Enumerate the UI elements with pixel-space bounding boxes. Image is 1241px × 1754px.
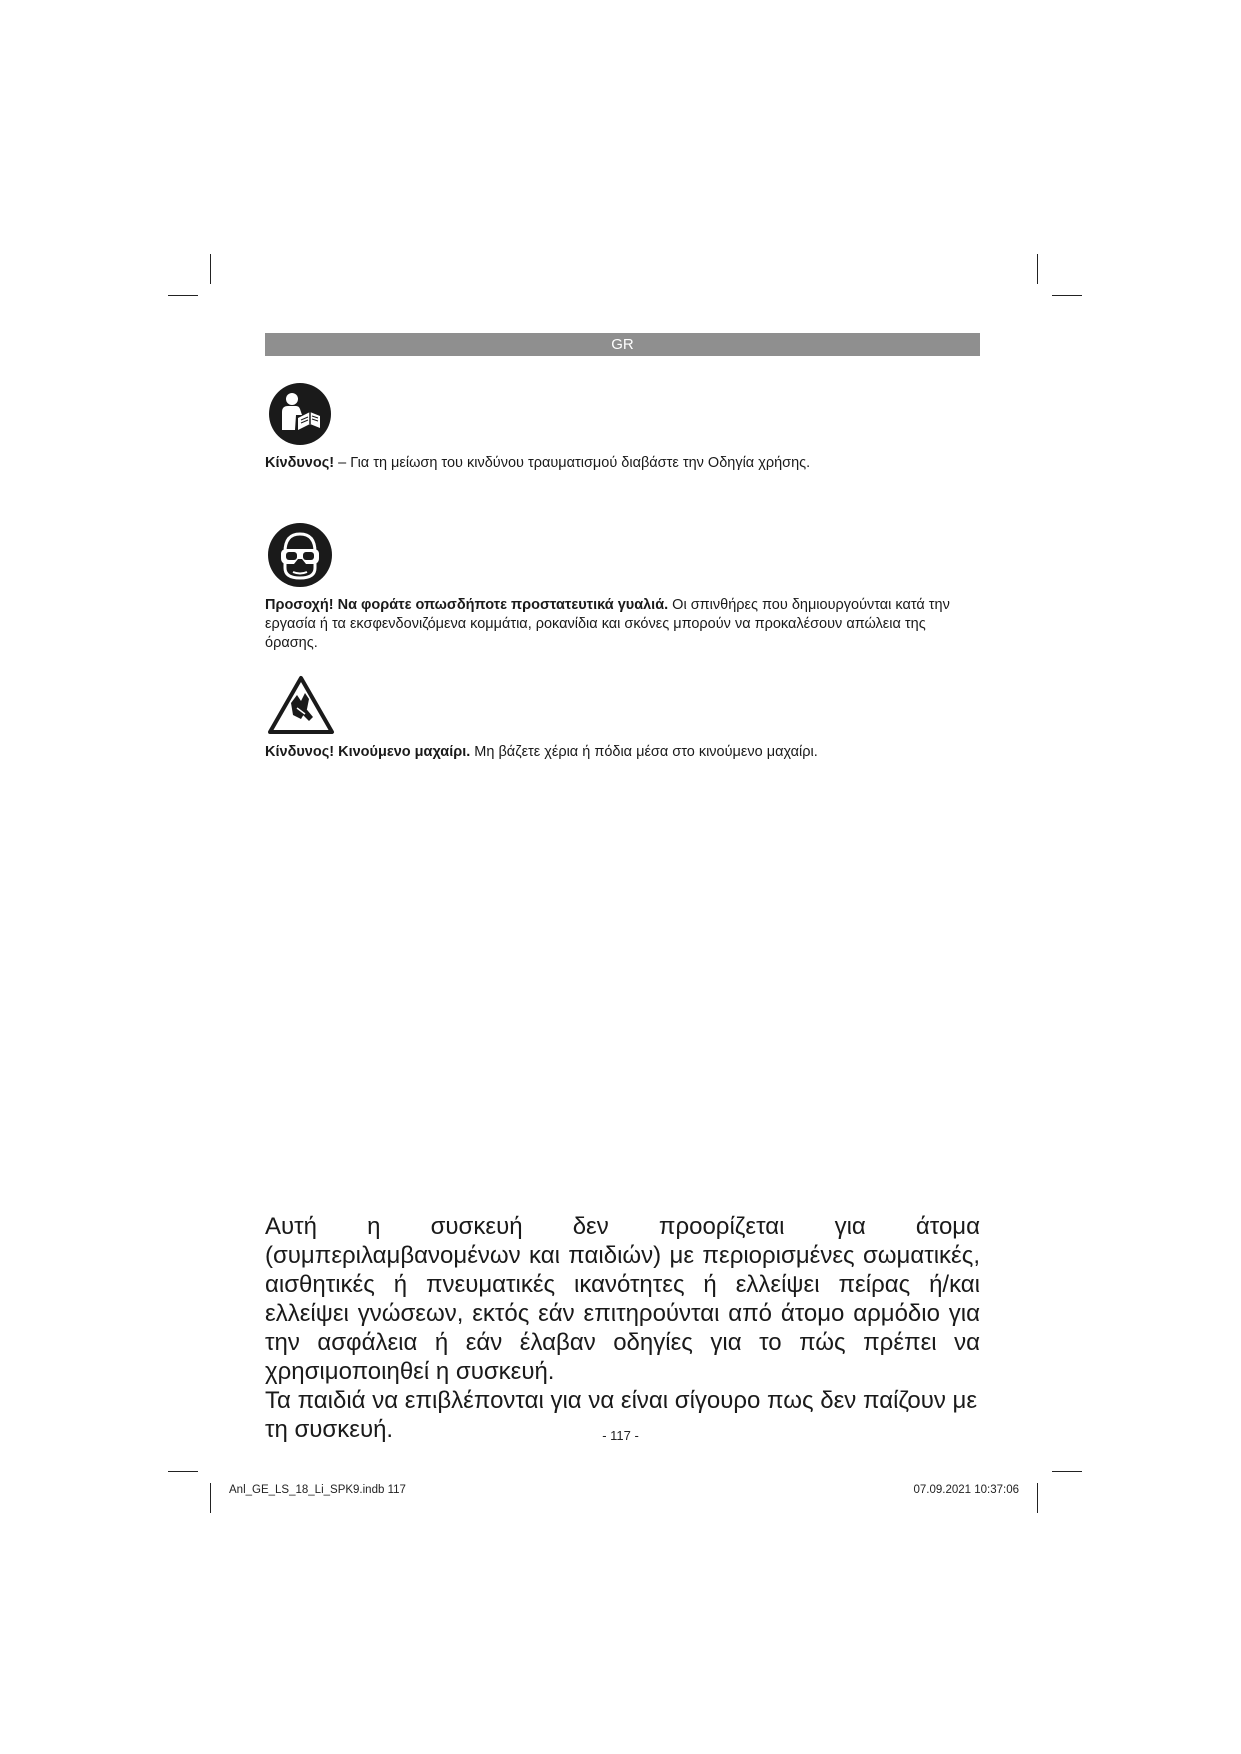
notice-paragraph: Αυτή η συσκευή δεν προορίζεται για άτομα (συμπεριλαμβανομένων και παιδιών) με περιορισμένες σωματικές, αισθητικές ή πνευματικές ικανότητες ή ελλείψει πείρας ή/και ελλείψει γνώσεων, εκτός εάν επιτηρούνται από άτομο αρμόδιο για την ασφάλεια ή εάν έλαβαν οδηγίες για το πώς πρέπει να χρησιμοποιηθεί η συσκευή.	[265, 1213, 980, 1385]
warning-title: Κίνδυνος!	[265, 455, 335, 471]
page-number: - 117 -	[602, 1428, 639, 1443]
warning-safety-goggles	[265, 596, 980, 653]
crop-mark-bottom-left-vertical	[210, 1483, 211, 1513]
crop-mark-bottom-right-vertical	[1037, 1483, 1038, 1513]
warning-text: Μη βάζετε χέρια ή πόδια μέσα στο κινούμενο μαχαίρι.	[470, 744, 818, 760]
read-manual-icon	[268, 382, 332, 446]
warning-title: Προσοχή! Να φοράτε οπωσδήποτε προστατευτικά γυαλιά.	[265, 597, 669, 613]
footer-timestamp: 07.09.2021 10:37:06	[913, 1484, 1019, 1496]
crop-mark-top-right-horizontal	[1052, 295, 1082, 296]
crop-mark-bottom-right-horizontal	[1052, 1471, 1082, 1472]
warning-read-manual	[265, 454, 980, 473]
safety-notice	[265, 1212, 980, 1444]
notice-paragraph: Τα παιδιά να επιβλέπονται για να είναι σίγουρο πως δεν παίζουν με τη συσκευή.	[265, 1387, 978, 1443]
warning-text: Οι σπινθήρες που δημιουργούνται κατά την εργασία ή τα εκσφενδονιζόμενα κομμάτια, ροκανίδια και σκόνες μπορούν να προκαλέσουν απώλεια της όρασης.	[265, 597, 950, 651]
crop-mark-bottom-left-horizontal	[168, 1471, 198, 1472]
safety-goggles-icon	[267, 522, 333, 588]
moving-blade-warning-icon	[267, 675, 335, 735]
crop-mark-top-left-horizontal	[168, 295, 198, 296]
language-header-bar	[265, 333, 980, 356]
crop-mark-top-right-vertical	[1037, 254, 1038, 284]
footer-file-name: Anl_GE_LS_18_Li_SPK9.indb 117	[229, 1484, 406, 1496]
warning-text: – Για τη μείωση του κινδύνου τραυματισμού διαβάστε την Οδηγία χρήσης.	[334, 455, 811, 471]
warning-moving-blade	[265, 743, 980, 762]
language-code: GR	[611, 336, 634, 353]
crop-mark-top-left-vertical	[210, 254, 211, 284]
warning-title: Κίνδυνος! Κινούμενο μαχαίρι.	[265, 744, 471, 760]
